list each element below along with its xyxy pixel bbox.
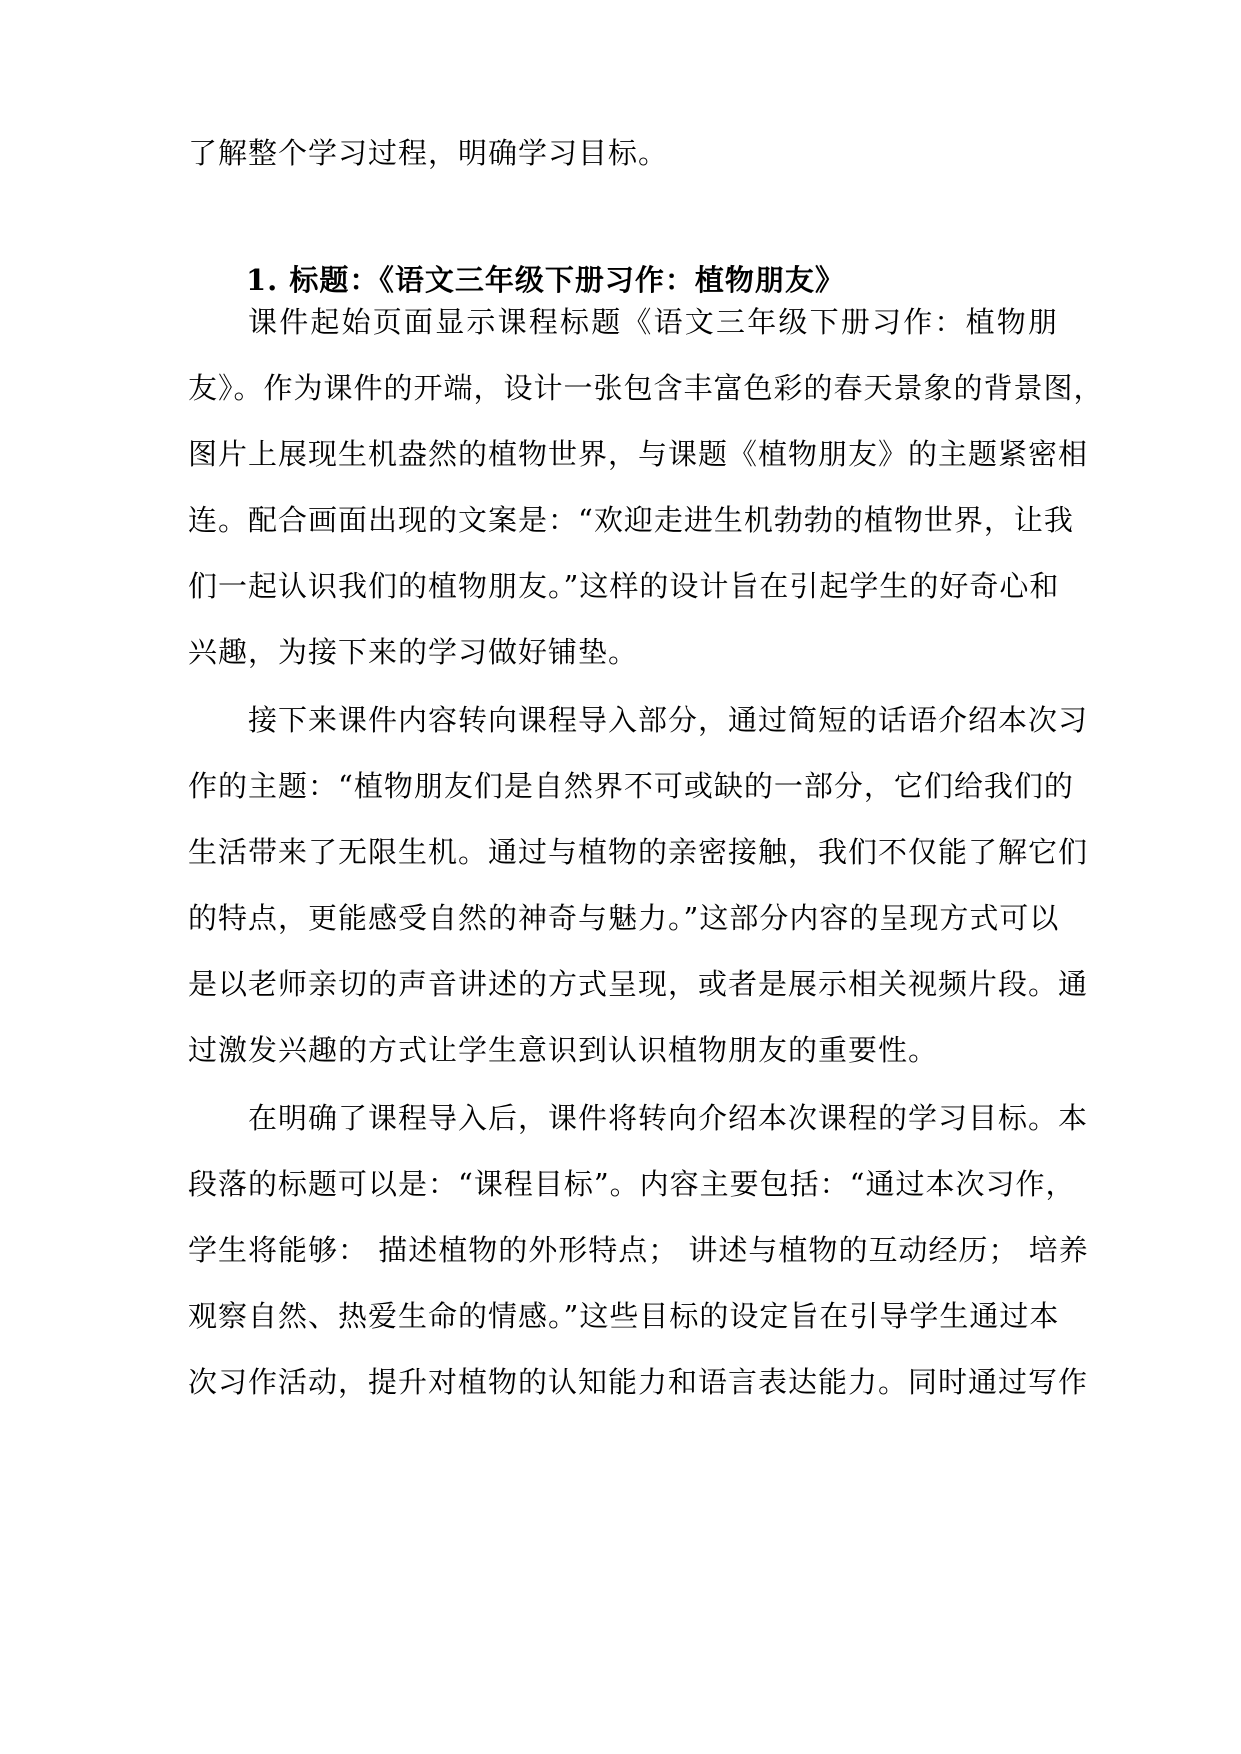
paragraph-line: 了解整个学习过程，明确学习目标。 xyxy=(188,136,669,170)
paragraph-line: 接下来课件内容转向课程导入部分，通过简短的话语介绍本次习 xyxy=(248,703,1089,737)
paragraph-line: 作的主题：“植物朋友们是自然界不可或缺的一部分，它们给我们的 xyxy=(188,769,1074,803)
paragraph-line: 学生将能够： 描述植物的外形特点； 讲述与植物的互动经历； 培养 xyxy=(188,1233,1089,1267)
paragraph-line: 友》。作为课件的开端，设计一张包含丰富色彩的春天景象的背景图， xyxy=(188,371,1104,405)
paragraph-line: 连。配合画面出现的文案是：“欢迎走进生机勃勃的植物世界，让我 xyxy=(188,503,1074,537)
paragraph-line: 是以老师亲切的声音讲述的方式呈现，或者是展示相关视频片段。通 xyxy=(188,967,1089,1001)
paragraph-line: 观察自然、热爱生命的情感。”这些目标的设定旨在引导学生通过本 xyxy=(188,1299,1060,1333)
paragraph-line: 在明确了课程导入后，课件将转向介绍本次课程的学习目标。本 xyxy=(248,1101,1089,1135)
paragraph-line: 们一起认识我们的植物朋友。”这样的设计旨在引起学生的好奇心和 xyxy=(188,569,1060,603)
paragraph-line: 生活带来了无限生机。通过与植物的亲密接触，我们不仅能了解它们 xyxy=(188,835,1089,869)
paragraph-line: 课件起始页面显示课程标题《语文三年级下册习作：植物朋 xyxy=(248,305,1058,339)
paragraph-line: 段落的标题可以是：“课程目标”。内容主要包括：“通过本次习作， xyxy=(188,1167,1076,1201)
paragraph-line: 图片上展现生机盎然的植物世界，与课题《植物朋友》的主题紧密相 xyxy=(188,437,1089,471)
paragraph-line: 次习作活动，提升对植物的认知能力和语言表达能力。同时通过写作 xyxy=(188,1365,1089,1399)
paragraph-line: 的特点，更能感受自然的神奇与魅力。”这部分内容的呈现方式可以 xyxy=(188,901,1060,935)
section-heading: 1. 标题：《语文三年级下册习作：植物朋友》 xyxy=(246,263,845,297)
paragraph-line: 过激发兴趣的方式让学生意识到认识植物朋友的重要性。 xyxy=(188,1033,939,1067)
paragraph-line: 兴趣，为接下来的学习做好铺垫。 xyxy=(188,635,639,669)
